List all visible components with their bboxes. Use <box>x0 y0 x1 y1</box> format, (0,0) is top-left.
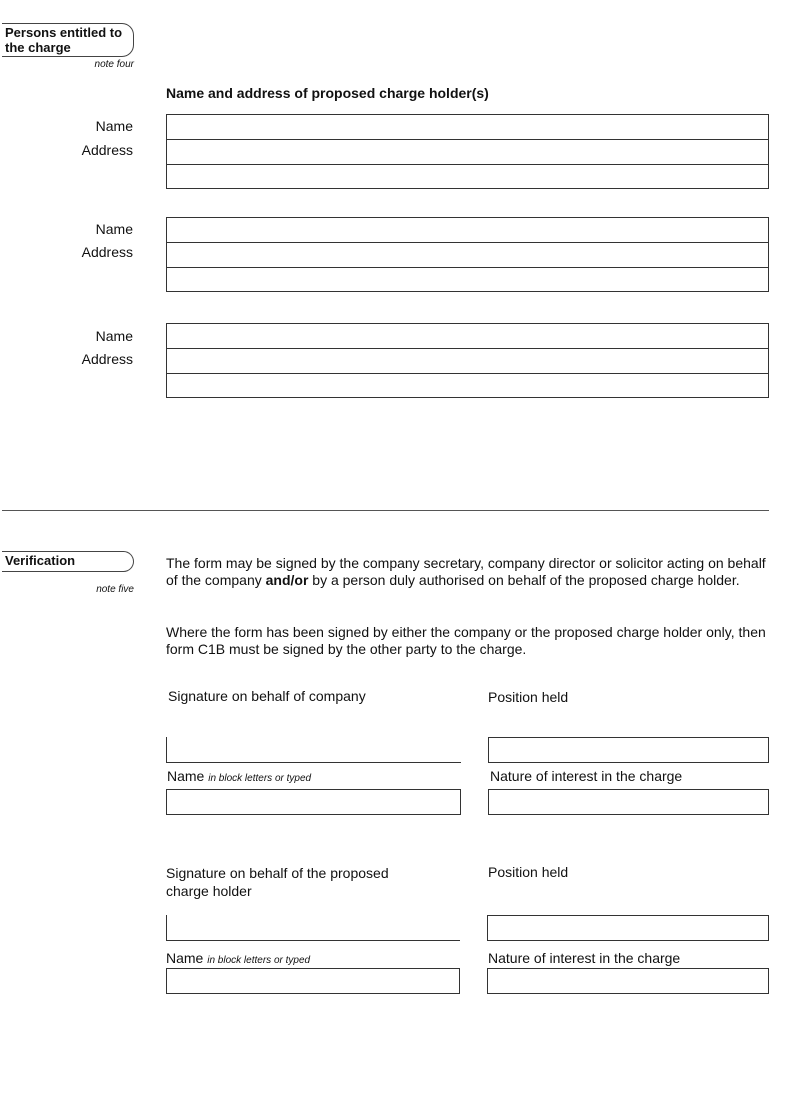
paragraph-text: The form may be signed by the company secretary, company director or solicitor acting on behalf of the company <box>166 555 766 588</box>
charge-holder-1-address-line-2-input[interactable] <box>167 165 768 190</box>
paragraph-emphasis: and/or <box>265 572 309 588</box>
section-tab-persons-entitled <box>2 23 134 57</box>
signature-holder-label: Signature on behalf of the proposed charge holder <box>166 865 389 899</box>
charge-holder-2-name-input[interactable] <box>167 218 768 243</box>
charge-holder-1-address-line-1-input[interactable] <box>167 140 768 165</box>
position-held-holder-input[interactable] <box>487 915 769 941</box>
name-label-text: Name <box>166 950 204 966</box>
nature-interest-holder-label: Nature of interest in the charge <box>488 950 681 966</box>
name-label: Name <box>95 221 133 237</box>
section-tab-verification <box>2 551 134 572</box>
paragraph-text: by a person duly authorised on behalf of the proposed charge holder. <box>308 572 740 588</box>
address-label: Address <box>81 142 133 158</box>
position-held-company-input[interactable] <box>488 737 769 763</box>
position-held-label: Position held <box>488 689 569 705</box>
name-holder-label <box>166 950 310 966</box>
charge-holder-1-box <box>166 114 769 189</box>
charge-holder-2-address-line-1-input[interactable] <box>167 243 768 268</box>
verification-paragraph-1 <box>166 555 766 589</box>
charge-holder-3-box <box>166 323 769 398</box>
signature-holder-field[interactable] <box>166 915 460 941</box>
section-tab-label: Persons entitled to the charge <box>5 25 123 55</box>
name-company-label <box>167 768 311 784</box>
nature-interest-holder-input[interactable] <box>487 968 769 994</box>
signature-company-label: Signature on behalf of company <box>168 688 366 704</box>
charge-holder-3-address-line-1-input[interactable] <box>167 349 768 374</box>
note-four: note four <box>94 59 134 70</box>
section-divider <box>2 510 769 511</box>
block-letters-hint: in block letters or typed <box>208 773 312 784</box>
charge-holder-2-box <box>166 217 769 292</box>
nature-interest-company-label: Nature of interest in the charge <box>490 768 683 784</box>
section-tab-label: Verification <box>5 553 76 568</box>
address-label: Address <box>81 351 133 367</box>
charge-holder-3-address-line-2-input[interactable] <box>167 374 768 399</box>
nature-interest-company-input[interactable] <box>488 789 769 815</box>
note-five: note five <box>96 584 134 595</box>
charge-holder-2-address-line-2-input[interactable] <box>167 268 768 293</box>
charge-holders-heading: Name and address of proposed charge holder(s) <box>166 85 489 101</box>
name-label-text: Name <box>167 768 205 784</box>
address-label: Address <box>81 244 133 260</box>
block-letters-hint: in block letters or typed <box>207 955 311 966</box>
signature-company-field[interactable] <box>166 737 461 763</box>
position-held-label: Position held <box>488 864 569 880</box>
name-company-input[interactable] <box>166 789 461 815</box>
name-label: Name <box>95 328 133 344</box>
name-label: Name <box>95 118 133 134</box>
charge-holder-3-name-input[interactable] <box>167 324 768 349</box>
verification-paragraph-2: Where the form has been signed by either the company or the proposed charge holder only, then form C1B must be signed by the other party to the charge. <box>166 624 766 657</box>
charge-holder-1-name-input[interactable] <box>167 115 768 140</box>
name-holder-input[interactable] <box>166 968 460 994</box>
